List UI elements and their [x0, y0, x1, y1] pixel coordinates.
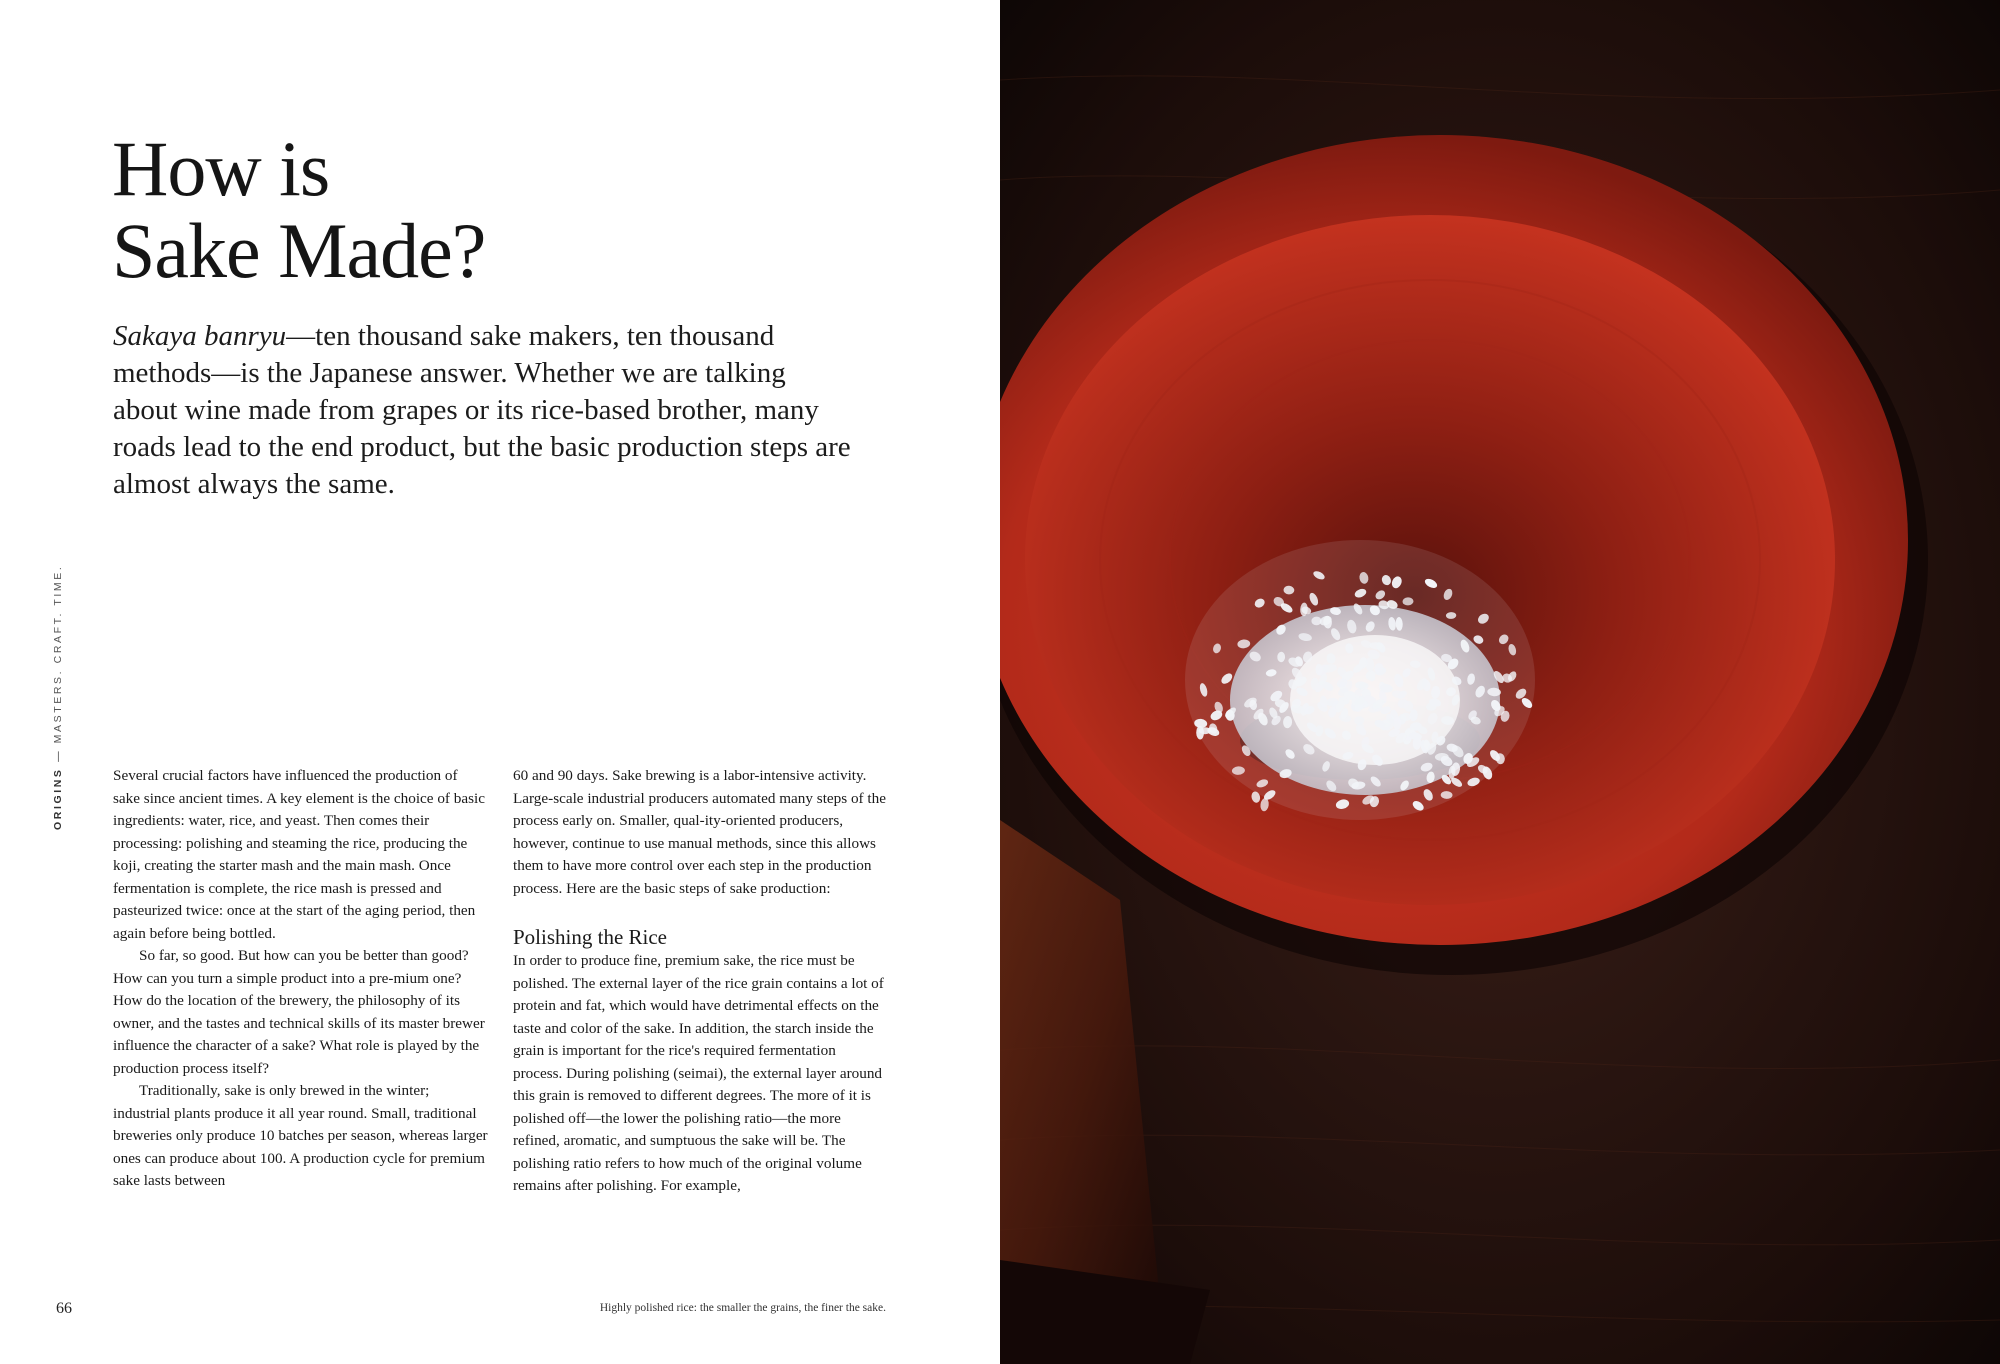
section-name: ORIGINS	[52, 767, 64, 830]
paragraph: So far, so good. But how can you be better than good? How can you turn a simple product into a pre-mium one? How do the location of the brewery, the philosophy of its owner, and the tastes and technical skills of its master brewer influence the character of a sake? What role is played by the production process itself?	[113, 947, 485, 1077]
title-line-2: Sake Made?	[112, 207, 486, 294]
rice-bowl-photo	[1000, 0, 2000, 1364]
body-column-2	[513, 765, 888, 1198]
title-line-1: How is	[112, 125, 330, 212]
lede-italic: Sakaya banryu	[113, 320, 287, 352]
lede-paragraph	[113, 318, 853, 503]
running-section-label	[52, 565, 64, 830]
body-column-1	[113, 765, 488, 1193]
photo-illustration	[1000, 0, 2000, 1364]
paragraph: Traditionally, sake is only brewed in the winter; industrial plants produce it all year round. Small, traditional breweries only produce 10 batches per season, whereas larger ones can produce about 100. A production cycle for premium sake lasts between	[113, 1082, 488, 1189]
page-number: 66	[56, 1300, 72, 1317]
paragraph: In order to produce fine, premium sake, the rice must be polished. The external layer of the rice grain contains a lot of protein and fat, which would have detrimental effects on the taste and color of the sake. In addition, the starch inside the grain is important for the rice's required fermentation process. During polishing (seimai), the external layer around this grain is removed to different degrees. The more of it is polished off—the lower the polishing ratio—the more refined, aromatic, and sumptuous the sake will be. The polishing ratio refers to how much of the original volume remains after polishing. For example,	[513, 952, 884, 1194]
paragraph: Several crucial factors have influenced the production of sake since ancient times. A key element is the choice of basic ingredients: water, rice, and yeast. Then comes their processing: polishing and steaming the rice, producing the koji, creating the starter mash and the main mash. Once fermentation is complete, the rice mash is pressed and pasteurized twice: once at the start of the aging period, then again before being bottled.	[113, 767, 485, 942]
section-separator: —	[52, 743, 64, 768]
paragraph: 60 and 90 days. Sake brewing is a labor-intensive activity. Large-scale industrial producers automated many steps of the process early on. Smaller, qual-ity-oriented producers, however, continue to use manual methods, since this allows them to have more control over each step in the production process. Here are the basic steps of sake production:	[513, 767, 886, 897]
section-heading: Polishing the Rice	[513, 925, 667, 949]
book-subtitle: MASTERS. CRAFT. TIME.	[52, 564, 64, 744]
lede-text: —ten thousand sake makers, ten thousand methods—is the Japanese answer. Whether we are talking about wine made from grapes or its rice-based brother, many roads lead to the end product, but the basic production steps are almost always the same.	[113, 320, 851, 500]
photo-caption: Highly polished rice: the smaller the grains, the finer the sake.	[599, 1302, 886, 1314]
page-title	[112, 125, 486, 294]
